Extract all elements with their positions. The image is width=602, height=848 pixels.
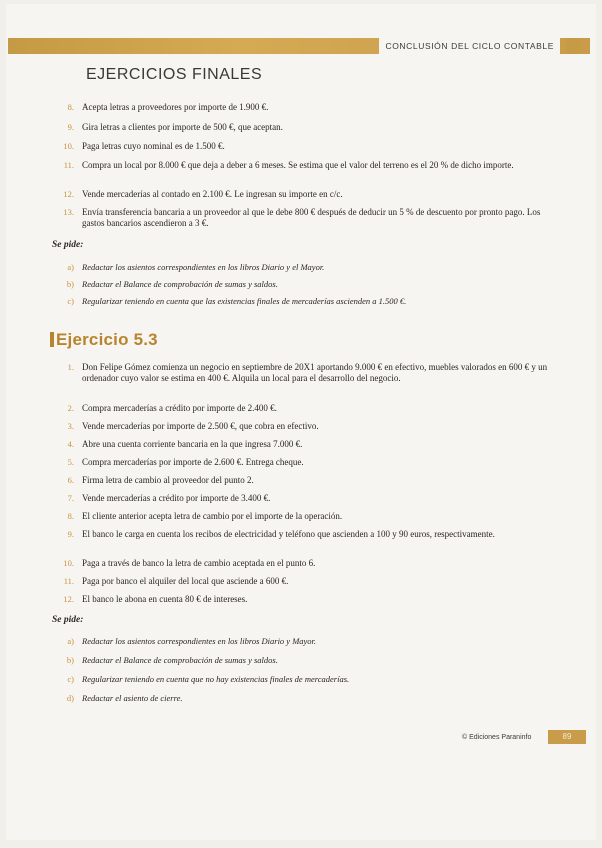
section-header-label: CONCLUSIÓN DEL CICLO CONTABLE: [379, 38, 560, 54]
exercise-marker: [50, 332, 54, 347]
task-item: a) Redactar los asientos correspondientes en los libros Diario y el Mayor.: [67, 262, 325, 272]
list-item: 8. Acepta letras a proveedores por importe de 1.900 €.: [67, 102, 269, 112]
se-pide-heading: Se pide:: [52, 615, 84, 625]
list-item: 10. Paga letras cuyo nominal es de 1.500 €.: [63, 141, 225, 151]
task-item: b) Redactar el Balance de comprobación de sumas y saldos.: [66, 279, 278, 289]
page-number: 89: [548, 730, 586, 744]
list-item: 4. Abre una cuenta corriente bancaria en la que ingresa 7.000 €.: [67, 439, 303, 449]
se-pide-heading: Se pide:: [52, 240, 84, 250]
list-item: 8. El cliente anterior acepta letra de cambio por el importe de la operación.: [67, 511, 343, 521]
task-item: c) Regularizar teniendo en cuenta que no hay existencias finales de mercaderías.: [67, 674, 350, 684]
header-tab-marker: [566, 38, 580, 54]
publisher-credit: © Ediciones Paraninfo: [462, 734, 532, 741]
list-item: 9. Gira letras a clientes por importe de 500 €, que aceptan.: [67, 122, 283, 132]
list-item: 12. Vende mercaderías al contado en 2.100 €. Le ingresan su importe en c/c.: [63, 189, 343, 199]
task-item: c) Regularizar teniendo en cuenta que las existencias finales de mercaderías ascienden a 1.500 €.: [67, 296, 407, 306]
list-item: 10. Paga a través de banco la letra de cambio aceptada en el punto 6.: [63, 558, 316, 568]
list-item: 7. Vende mercaderías a crédito por importe de 3.400 €.: [67, 493, 271, 503]
page-title: EJERCICIOS FINALES: [86, 66, 263, 83]
list-item: 12. El banco le abona en cuenta 80 € de intereses.: [63, 594, 248, 604]
task-item: d) Redactar el asiento de cierre.: [66, 693, 183, 703]
list-item: 11. Paga por banco el alquiler del local que asciende a 600 €.: [63, 576, 289, 586]
list-item: 6. Firma letra de cambio al proveedor del punto 2.: [67, 475, 254, 485]
exercise-title: Ejercicio 5.3: [50, 330, 158, 350]
task-item: a) Redactar los asientos correspondientes en los libros Diario y Mayor.: [67, 636, 317, 646]
list-item: 9. El banco le carga en cuenta los recibos de electricidad y teléfono que ascienden a 100 y 90 euros, respectivamente.: [67, 529, 495, 539]
task-item: b) Redactar el Balance de comprobación de sumas y saldos.: [66, 655, 278, 665]
list-item: 13. Envía transferencia bancaria a un proveedor al que le debe 800 € después de deducir un 5 % de descuento por pronto pago. Los gastos bancarios ascendieron a 3 €.: [63, 207, 541, 228]
list-item: 11. Compra un local por 8.000 € que deja a deber a 6 meses. Se estima que el valor del terreno es el 20 % de dicho importe.: [63, 160, 514, 170]
list-item: 5. Compra mercaderías por importe de 2.600 €. Entrega cheque.: [67, 457, 304, 467]
list-item: 2. Compra mercaderías a crédito por importe de 2.400 €.: [67, 403, 277, 413]
list-item: 3. Vende mercaderías por importe de 2.500 €, que cobra en efectivo.: [67, 421, 319, 431]
list-item: 1. Don Felipe Gómez comienza un negocio en septiembre de 20X1 aportando 9.000 € en efectivo, muebles valorados en 600 € y un ordenador cuyo valor se estima en 400 €. Alquila un local para el desarrollo del negocio.: [67, 362, 548, 383]
section-header-band: [8, 38, 590, 54]
